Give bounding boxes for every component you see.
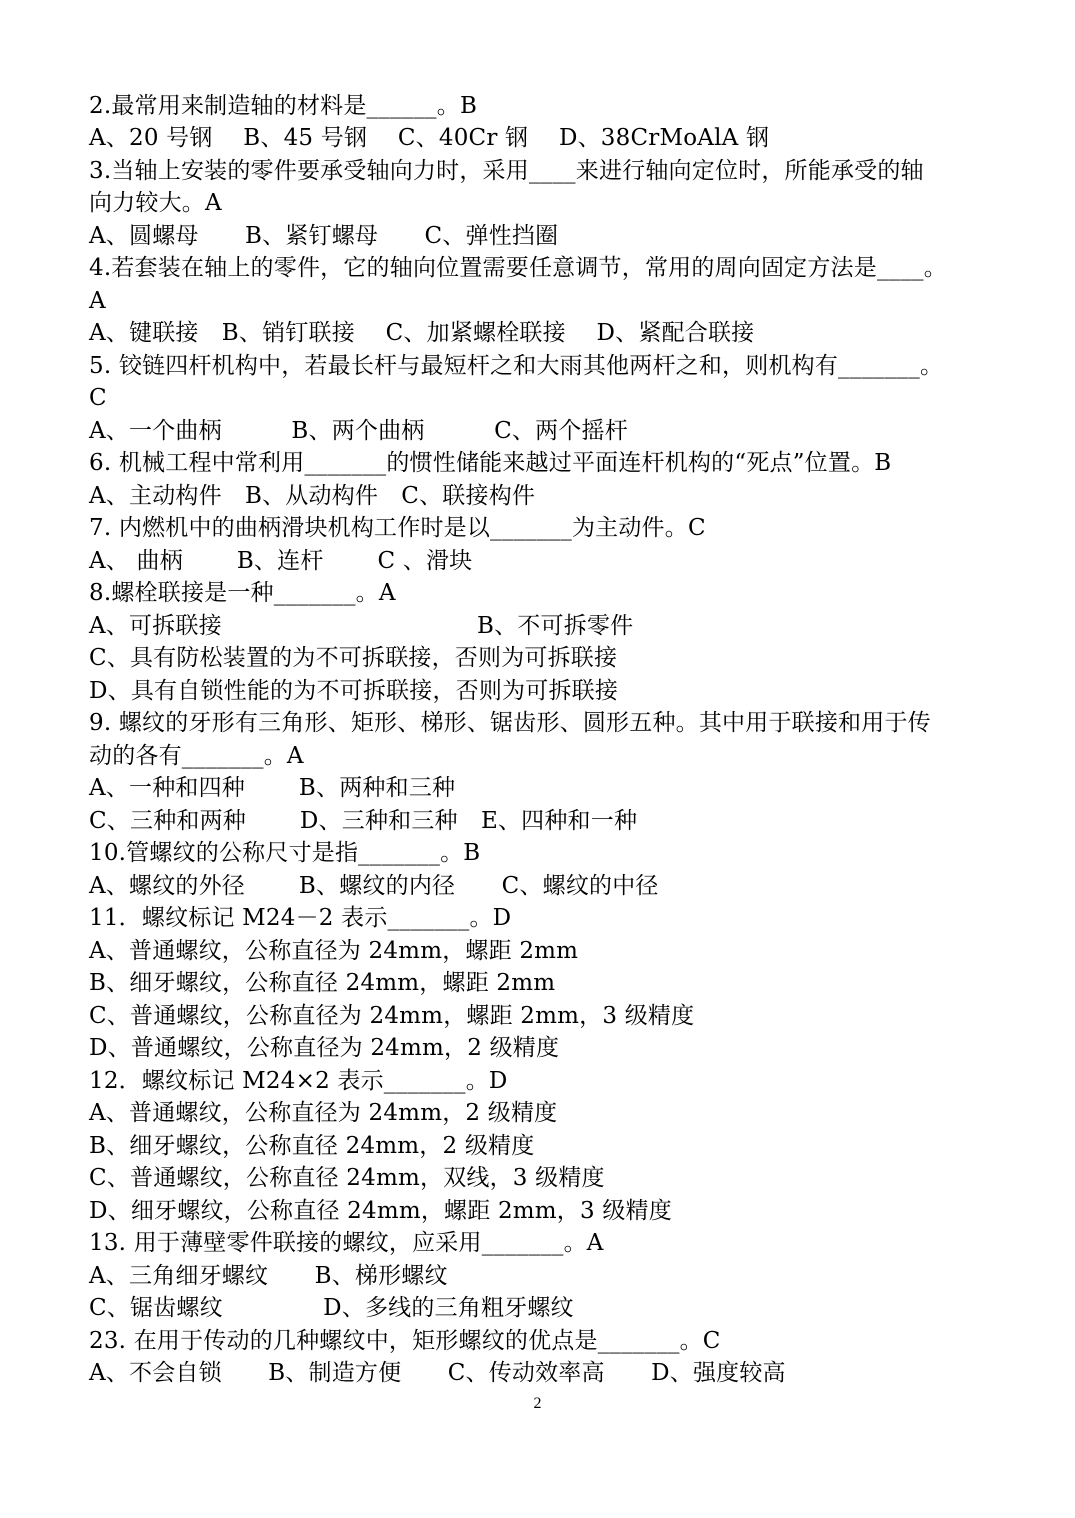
text-line: 13. 用于薄壁零件联接的螺纹，应采用_______。A (89, 1230, 604, 1256)
text-line: A、主动构件 B、从动构件 C、联接构件 (89, 483, 536, 509)
text-line: A、可拆联接 B、不可拆零件 (89, 613, 634, 639)
text-line: 7. 内燃机中的曲柄滑块机构工作时是以_______为主动件。C (89, 515, 706, 541)
text-line: A、 曲柄 B、连杆 C 、滑块 (89, 548, 473, 574)
text-line: 8.螺栓联接是一种_______。A (89, 580, 396, 606)
text-line: A、普通螺纹，公称直径为 24mm，2 级精度 (89, 1100, 558, 1126)
page-number: 2 (533, 1395, 542, 1412)
text-line: A、一种和四种 B、两种和三种 (89, 775, 456, 801)
text-line: A、一个曲柄 B、两个曲柄 C、两个摇杆 (89, 418, 628, 444)
text-line: 5. 铰链四杆机构中，若最长杆与最短杆之和大雨其他两杆之和，则机构有_______。 (89, 353, 944, 379)
text-line: C、具有防松装置的为不可拆联接，否则为可拆联接 (89, 645, 618, 671)
text-line: A、三角细牙螺纹 B、梯形螺纹 (89, 1263, 448, 1289)
text-line: 10.管螺纹的公称尺寸是指_______。B (89, 840, 481, 866)
text-line: C (89, 385, 107, 411)
text-line: 动的各有_______。A (89, 743, 304, 769)
text-line: C、锯齿螺纹 D、多线的三角粗牙螺纹 (89, 1295, 574, 1321)
text-line: A、20 号钢 B、45 号钢 C、40Cr 钢 D、38CrMoAlA 钢 (89, 125, 770, 151)
text-line: D、细牙螺纹，公称直径 24mm，螺距 2mm，3 级精度 (89, 1198, 672, 1224)
text-line: A、不会自锁 B、制造方便 C、传动效率高 D、强度较高 (89, 1360, 786, 1386)
text-line: 向力较大。A (89, 190, 222, 216)
text-line: C、三种和两种 D、三种和三种 E、四种和一种 (89, 808, 638, 834)
text-line: 12．螺纹标记 M24×2 表示_______。D (89, 1068, 508, 1094)
text-line: D、具有自锁性能的为不可拆联接，否则为可拆联接 (89, 678, 619, 704)
text-line: A、普通螺纹，公称直径为 24mm，螺距 2mm (89, 938, 579, 964)
text-line: A、螺纹的外径 B、螺纹的内径 C、螺纹的中径 (89, 873, 659, 899)
text-line: 11．螺纹标记 M24－2 表示_______。D (89, 905, 512, 931)
text-line: 2.最常用来制造轴的材料是______。B (89, 93, 478, 119)
text-line: 23. 在用于传动的几种螺纹中，矩形螺纹的优点是_______。C (89, 1328, 721, 1354)
text-line: 9. 螺纹的牙形有三角形、矩形、梯形、锯齿形、圆形五种。其中用于联接和用于传 (89, 710, 931, 736)
text-line: A、圆螺母 B、紧钉螺母 C、弹性挡圈 (89, 223, 559, 249)
text-line: D、普通螺纹，公称直径为 24mm，2 级精度 (89, 1035, 560, 1061)
text-line: 4.若套装在轴上的零件，它的轴向位置需要任意调节，常用的周向固定方法是____。 (89, 255, 947, 281)
text-line: 6. 机械工程中常利用_______的惯性储能来越过平面连杆机构的“死点”位置。B (89, 450, 892, 476)
text-line: B、细牙螺纹，公称直径 24mm，2 级精度 (89, 1133, 535, 1159)
text-line: A、键联接 B、销钉联接 C、加紧螺栓联接 D、紧配合联接 (89, 320, 755, 346)
text-line: C、普通螺纹，公称直径 24mm，双线，3 级精度 (89, 1165, 605, 1191)
text-line: C、普通螺纹，公称直径为 24mm，螺距 2mm，3 级精度 (89, 1003, 695, 1029)
text-line: B、细牙螺纹，公称直径 24mm，螺距 2mm (89, 970, 556, 996)
text-line: 3.当轴上安装的零件要承受轴向力时，采用____来进行轴向定位时，所能承受的轴 (89, 158, 924, 184)
text-line: A (89, 288, 106, 314)
